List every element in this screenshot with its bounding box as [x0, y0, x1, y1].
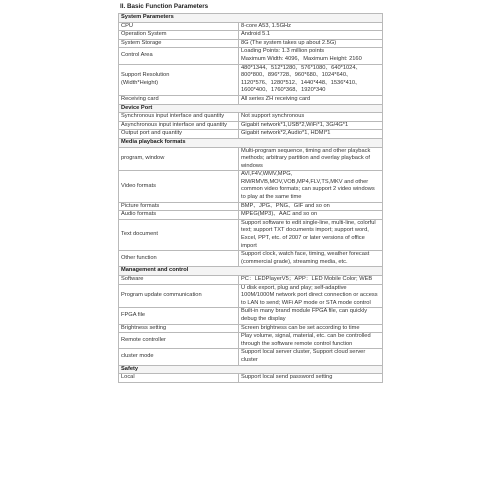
table-row	[119, 324, 383, 333]
section-header-row	[119, 14, 383, 23]
table-row	[119, 147, 383, 171]
parameter-label: CPU	[119, 22, 239, 31]
table-row	[119, 202, 383, 211]
parameter-value: Screen brightness can be set according to time	[239, 324, 383, 333]
parameter-value: PC：LEDPlayerV5；APP：LED Mobile Color; WEB	[239, 276, 383, 285]
parameter-label: Output port and quantity	[119, 130, 239, 139]
table-row	[119, 211, 383, 220]
parameter-value: Support clock, watch face, timing, weather forecast (commercial grade), streaming media, etc.	[239, 251, 383, 267]
table-row	[119, 374, 383, 383]
table-row	[119, 333, 383, 349]
section-header-row	[119, 104, 383, 113]
table-row	[119, 31, 383, 40]
parameter-label: Program update communication	[119, 284, 239, 308]
parameter-label: Audio formats	[119, 211, 239, 220]
table-row	[119, 39, 383, 48]
document-heading: II. Basic Function Parameters	[120, 3, 209, 10]
parameters-table	[118, 13, 383, 383]
parameter-label: Remote controller	[119, 333, 239, 349]
parameter-value: All series ZH receiving card	[239, 95, 383, 104]
table-row	[119, 22, 383, 31]
parameter-value: AVI,F4V,WMV,MPG, RM/RMVB,MOV,VOB,MP4,FLV,TS,MKV and other common video formats; can support 2 video windows to play at the same time	[239, 171, 383, 202]
table-row	[119, 251, 383, 267]
parameter-label: Synchronous input interface and quantity	[119, 113, 239, 122]
section-header-row	[119, 138, 383, 147]
parameter-value: Not support synchronous	[239, 113, 383, 122]
table-row	[119, 171, 383, 202]
parameter-value: Multi-program sequence, timing and other playback methods; arbitrary partition and overlay playback of windows	[239, 147, 383, 171]
parameter-label: Support Resolution (Width*Height)	[119, 64, 239, 95]
parameter-value: Loading Points: 1.3 million points Maximum Width: 4096，Maximum Height: 2160	[239, 48, 383, 64]
parameter-label: Brightness setting	[119, 324, 239, 333]
parameter-value: U disk export, plug and play; self-adaptive 100M/1000M network port direct connection or access to LAN to send; WiFi AP mode or STA mode control	[239, 284, 383, 308]
parameter-label: Control Area	[119, 48, 239, 64]
parameter-label: Picture formats	[119, 202, 239, 211]
table-row	[119, 121, 383, 130]
parameter-label: Asynchronous input interface and quantity	[119, 121, 239, 130]
parameter-value: BMP、JPG、PNG、GIF and so on	[239, 202, 383, 211]
parameter-value: Android 5.1	[239, 31, 383, 40]
parameter-value: 8-core A53, 1.5GHz	[239, 22, 383, 31]
parameter-label: Video formats	[119, 171, 239, 202]
section-title: Device Port	[119, 104, 383, 113]
table-row	[119, 113, 383, 122]
table-row	[119, 48, 383, 64]
parameter-value: Gigabit network*1,USB*2,WiFi*1, 3G/4G*1	[239, 121, 383, 130]
parameter-label: Software	[119, 276, 239, 285]
parameter-label: System Storage	[119, 39, 239, 48]
section-title: System Parameters	[119, 14, 383, 23]
table-row	[119, 276, 383, 285]
parameter-value: 8G (The system takes up about 2.5G)	[239, 39, 383, 48]
parameter-label: Local	[119, 374, 239, 383]
parameter-value: Support local server cluster, Support cloud server cluster	[239, 349, 383, 365]
parameter-label: FPGA file	[119, 308, 239, 324]
table-row	[119, 284, 383, 308]
section-title: Safety	[119, 365, 383, 374]
table-row	[119, 95, 383, 104]
parameter-value: Support local send password setting	[239, 374, 383, 383]
table-row	[119, 64, 383, 95]
parameter-label: cluster mode	[119, 349, 239, 365]
parameter-value: Built-in many brand module FPGA file, can quickly debug the display	[239, 308, 383, 324]
table-row	[119, 130, 383, 139]
parameter-value: Support software to edit single-line, multi-line, colorful text; support TXT documents import; support word, Excel, PPT, etc. of 2007 or later versions of office import	[239, 219, 383, 250]
section-title: Management and control	[119, 267, 383, 276]
parameter-value: MPEG(MP3)、AAC and so on	[239, 211, 383, 220]
parameter-label: Operation System	[119, 31, 239, 40]
parameter-label: Text document	[119, 219, 239, 250]
section-header-row	[119, 267, 383, 276]
parameter-value: Gigabit network*2,Audio*1, HDMI*1	[239, 130, 383, 139]
table-row	[119, 308, 383, 324]
parameter-value: 480*1344、512*1280、576*1080、640*1024、800*800、896*728、960*680、1024*640、1120*576、1280*512、1440*448、1536*410、1600*400、1760*368、1920*340	[239, 64, 383, 95]
table-row	[119, 349, 383, 365]
table-row	[119, 219, 383, 250]
parameter-value: Play volume, signal, material, etc. can be controlled through the software remote control function	[239, 333, 383, 349]
parameter-label: Other function	[119, 251, 239, 267]
parameter-label: program, window	[119, 147, 239, 171]
section-title: Media playback formats	[119, 138, 383, 147]
parameter-label: Receiving card	[119, 95, 239, 104]
section-header-row	[119, 365, 383, 374]
